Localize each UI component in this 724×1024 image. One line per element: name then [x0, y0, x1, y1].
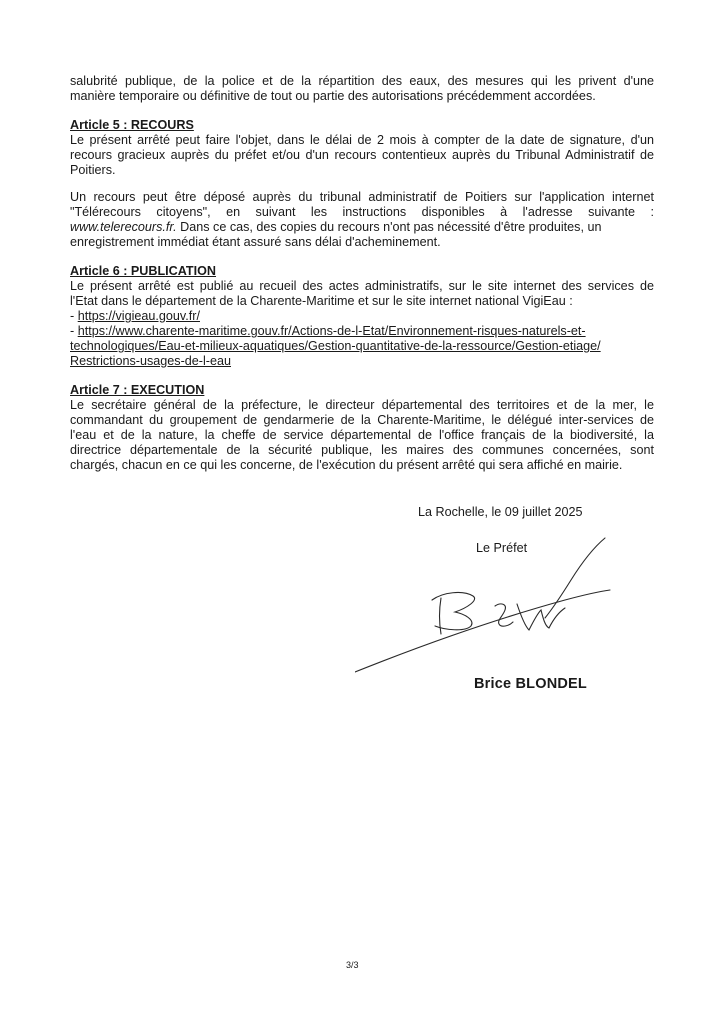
article-5-text: Poitiers.	[70, 163, 116, 177]
telerecours-url[interactable]: www.telerecours.fr.	[70, 220, 177, 234]
handwritten-signature	[355, 530, 625, 680]
page-number: 3/3	[346, 960, 359, 970]
article-5-text: enregistrement immédiat étant assuré sans délai d'acheminement.	[70, 235, 441, 249]
article-7-text: chargés, chacun en ce qui les concerne, de l'exécution du présent arrêté qui sera affiché en mairie.	[70, 458, 623, 472]
link-line	[70, 309, 654, 324]
article-7-text: Le secrétaire général de la préfecture, le directeur départemental des territoires et de la mer, le	[70, 398, 654, 412]
intro-line: salubrité publique, de la police et de la répartition des eaux, des mesures qui les privent d'une	[70, 74, 654, 88]
link-line	[70, 324, 654, 339]
article-7	[70, 383, 654, 473]
article-6-text: l'Etat dans le département de la Charente-Maritime et sur le site internet national VigiEau :	[70, 294, 573, 308]
article-5-heading: Article 5 : RECOURS	[70, 118, 194, 132]
article-6-heading: Article 6 : PUBLICATION	[70, 264, 217, 278]
article-7-text: l'eau et de la nature, la cheffe de service départemental de l'office français de la biodiversité, la	[70, 428, 654, 442]
vigieau-link[interactable]: https://vigieau.gouv.fr/	[77, 309, 200, 323]
article-6-text: Le présent arrêté est publié au recueil des actes administratifs, sur le site internet des services de	[70, 279, 654, 293]
article-5-text: Un recours peut être déposé auprès du tribunal administratif de Poitiers sur l'application internet	[70, 190, 654, 204]
article-5	[70, 118, 654, 178]
article-5-text: recours gracieux auprès du préfet et/ou d'un recours contentieux auprès du Tribunal Administratif de	[70, 148, 654, 162]
article-6	[70, 264, 654, 369]
article-5-paragraph-2	[70, 190, 654, 250]
article-7-text: directrice départementale de la sécurité publique, les maires des communes concernées, sont	[70, 443, 654, 457]
dash: -	[70, 324, 78, 338]
article-5-text: Dans ce cas, des copies du recours n'ont pas nécessité d'être produites, un	[176, 220, 602, 234]
intro-line: manière temporaire ou définitive de tout ou partie des autorisations précédemment accordées.	[70, 89, 596, 103]
prefecture-link[interactable]: https://www.charente-maritime.gouv.fr/Actions-de-l-Etat/Environnement-risques-naturels-et-	[77, 324, 586, 338]
article-7-text: commandant du groupement de gendarmerie de la Charente-Maritime, le délégué inter-services de	[70, 413, 654, 427]
prefecture-link[interactable]: Restrictions-usages-de-l-eau	[70, 354, 231, 368]
signer-title: Le Préfet	[476, 541, 528, 555]
prefecture-link[interactable]: technologiques/Eau-et-milieux-aquatiques/Gestion-quantitative-de-la-ressource/Gestion-etiage/	[70, 339, 601, 353]
intro-paragraph	[70, 74, 654, 104]
signer-name: Brice BLONDEL	[474, 676, 587, 692]
link-line	[70, 339, 654, 354]
article-5-text: "Télérecours citoyens", en suivant les instructions disponibles à l'adresse suivante :	[70, 205, 654, 219]
article-7-heading: Article 7 : EXECUTION	[70, 383, 205, 397]
link-line	[70, 354, 654, 369]
dash: -	[70, 309, 78, 323]
article-5-text: Le présent arrêté peut faire l'objet, dans le délai de 2 mois à compter de la date de signature, d'un	[70, 133, 654, 147]
place-date: La Rochelle, le 09 juillet 2025	[418, 505, 583, 519]
article-5-text	[70, 220, 654, 235]
